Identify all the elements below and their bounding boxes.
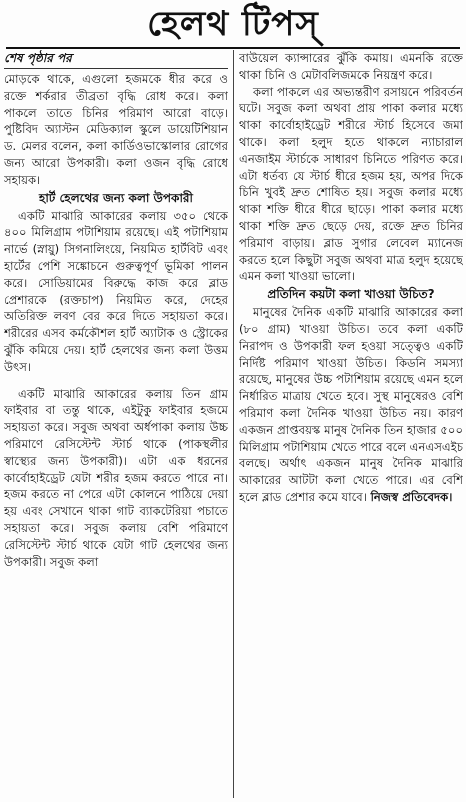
article-paragraph: বাউয়েল ক্যান্সারের ঝুঁকি কমায়। এমনকি রক্তে থাকা চিনি ও মেটাবলিজমকে নিয়ন্ত্রণ করে।	[239, 51, 463, 82]
headline: হেলথ টিপস্	[147, 4, 319, 44]
section-subhead: হার্ট হেলথের জন্য কলা উপকারী	[39, 190, 193, 205]
article-paragraph: কলা পাকলে এর অভ্যন্তরীণ রসায়নে পরিবর্তন ঘটে। সবুজ কলা অথবা প্রায় পাকা কলার মধ্যে থাকা কার্বোহাইড্রেট শরীরে স্টার্চ হিসেবে জমা থাকে। কলা হলুদ হতে থাকলে ন্যাচারাল এনজাইম স্টার্চকে সাধারণ চিনিতে পরিণত করে। এটা ধর্তব্য যে স্টার্চ ধীরে হজম হয়, অপর দিকে চিনি খুবই দ্রুত শোষিত হয়। সবুজ কলার মধ্যে থাকা শক্তি ধীরে ধীরে ছাড়ে। পাকা কলার মধ্যে থাকা শক্তি দ্রুত ছেড়ে দেয়, রক্তে দ্রুত চিনির পরিমাণ বাড়ায়। ব্লাড সুগার লেবেল ম্যানেজ করতে হলে কিছুটা সবুজ অথবা মাত্র হলুদ হয়েছে এমন কলা খাওয়া ভালো।	[239, 84, 463, 284]
left-column	[4, 50, 228, 800]
article-paragraph: মোড়কে থাকে, এগুলো হজমকে ধীর করে ও রক্তে শর্করার তীব্রতা বৃদ্ধি রোধ করে। কলা পাকলে তাতে চিনির পরিমাণ আরো বাড়ে। পুষ্টিবিদ অ্যাস্টন মেডিক্যাল স্কুলে ডায়েটিশিয়ান ড. মেলর বলেন, কলা কার্ডিওভাস্কোলার রোগের জন্য আরো উপকারী। কলা ওজন বৃদ্ধি রোধে সহায়ক।	[4, 72, 228, 187]
continuation-kicker: শেষ পৃষ্ঠার পর	[4, 50, 228, 69]
column-divider	[233, 50, 234, 798]
paragraph-gap	[4, 376, 228, 386]
article-paragraph: একটি মাঝারি আকারের কলায় ৩৫০ থেকে ৪০০ মিলিগ্রাম পটাশিয়াম রয়েছে। এই পটাশিয়াম নার্ভে (স্নায়ু) সিগনালিংয়ে, নিয়মিত হার্টবিট এবং হার্টের পেশি সঙ্কোচনে গুরুত্বপূর্ণ ভূমিকা পালন করে। সোডিয়ামের বিরুদ্ধে কাজ করে ব্লাড প্রেশারকে (রক্তচাপ) নিয়মিত করে, দেহের অতিরিক্ত লবণ বের করে দিতে সহায়তা করে। শরীরের এসব কর্মকৌশল হার্ট অ্যাটাক ও স্ট্রোকের ঝুঁকি কমিয়ে দেয়। হার্ট হেলথের জন্য কলা উত্তম উৎস।	[4, 208, 228, 374]
article-paragraph	[239, 304, 463, 506]
paragraph-text: মানুষের দৈনিক একটি মাঝারি আকারের কলা (৮০ গ্রাম) খাওয়া উচিত। তবে কলা একটি নিরাপদ ও উপকারী ফল হওয়া সত্ত্বেও একটি নির্দিষ্ট পরিমাণ খাওয়া উচিত। কিডনি সমস্যা রয়েছে, মানুষের উচ্চ পটাশিয়াম রয়েছে এমন হলে নির্ধারিত মাত্রায় খেতে হবে। সুস্থ মানুষেরও বেশি পরিমাণ কলা দৈনিক খাওয়া উচিত নয়। কারণ একজন প্রাপ্তবয়স্ক মানুষ দৈনিক তিন হাজার ৫০০ মিলিগ্রাম পটাশিয়াম খেতে পারে বলে এনএসএইচ বলছে। অর্থাৎ একজন মানুষ দৈনিক মাঝারি আকারের আটটা কলা খেতে পারে। এর বেশি হলে ব্লাড প্রেশার কমে যাবে।	[239, 305, 463, 504]
section-subhead: প্রতিদিন কয়টা কলা খাওয়া উচিত?	[267, 287, 435, 302]
byline: নিজস্ব প্রতিবেদক।	[370, 489, 453, 504]
article-paragraph: একটি মাঝারি আকারের কলায় তিন গ্রাম ফাইবার বা তন্তু থাকে, এইটুকু ফাইবার হজমে সহায়তা করে। সবুজ অথবা অর্ধপাকা কলায় উচ্চ পরিমাণে রেসিস্টেন্ট স্টার্চ থাকে (পাকস্থলীর স্বাস্থ্যের জন্য উপকারী)। এটা এক ধরনের কার্বোহাইড্রেট যেটা শরীর হজম করতে পারে না। হজম করতে না পেরে এটা কোলনে পাঠিয়ে দেয়া হয় এবং সেখানে থাকা গাট ব্যাকটেরিয়া পচাতে সহায়তা করে। সবুজ কলায় বেশি পরিমাণে রেসিস্টেন্ট স্টার্চ থাকে যেটা গাট হেলথের জন্য উপকারী। সবুজ কলা	[4, 386, 228, 569]
headline-rule	[6, 47, 460, 49]
right-column	[239, 50, 463, 800]
